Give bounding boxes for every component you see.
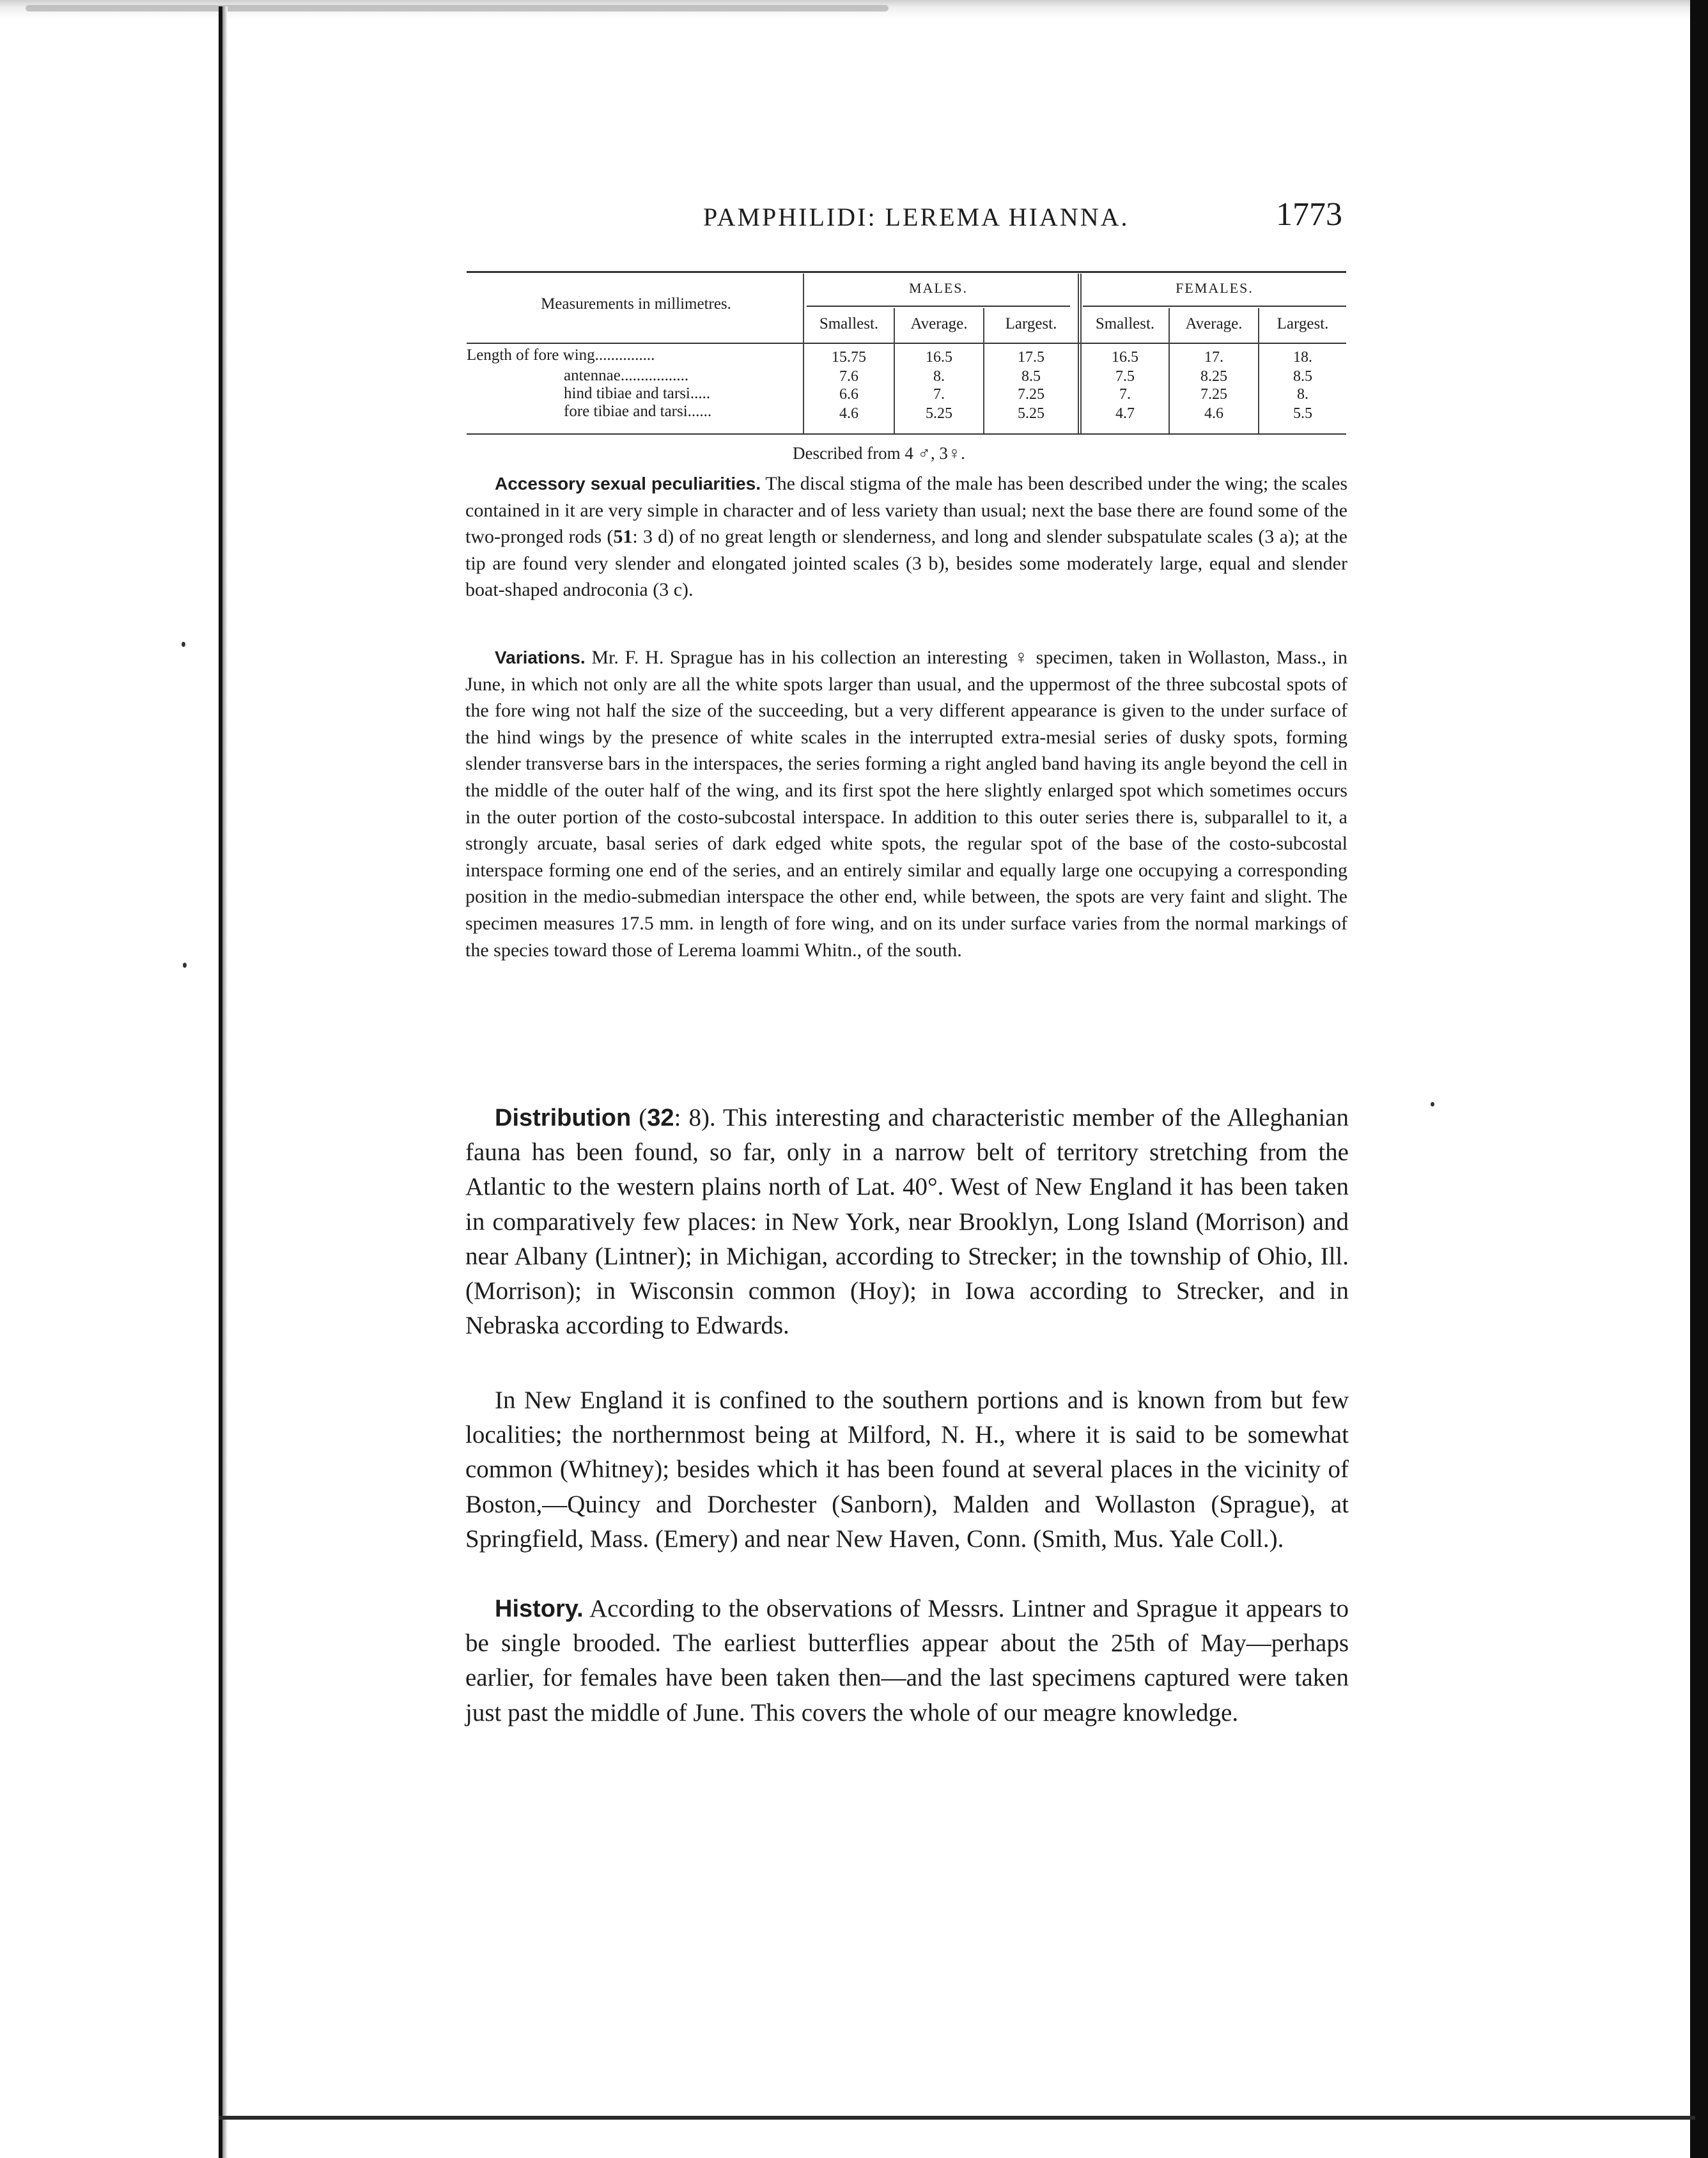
running-head: PAMPHILIDI: LEREMA HIANNA. [703,203,1130,231]
accessory-paragraph [465,470,1347,603]
table-divider [1078,274,1079,433]
dust-speck [183,963,187,968]
accessory-plate-ref: 51 [613,526,633,548]
table-corner-label: Measurements in millimetres. [541,295,731,313]
distribution-paragraph [465,1101,1349,1343]
table-cell: 5.25 [926,405,952,422]
table-row-label: Length of fore wing............... [467,346,655,364]
table-cell: 8. [933,368,945,385]
facing-page-edge [0,19,217,2158]
distribution-heading: Distribution [495,1105,632,1131]
table-cell: 6.6 [839,386,858,403]
variations-text: Mr. F. H. Sprague has in his collection an interesting ♀ specimen, taken in Wollaston, Mass., in June, in which not only are all the white spots larger than usual, and the uppermost of the three subcostal spots of the fore wing not half the size of the succeeding, but a very different appearance is given to the under surface of the hind wings by the presence of white scales in the interrupted extra-mesial series of dusky spots, forming slender transverse bars in the interspaces, the series forming a right angled band having its angle beyond the cell in the middle of the outer half of the wing, and its first spot the here slightly enlarged spot which sometimes occurs in the outer portion of the costo-subcostal interspace. In addition to this outer series there is, subparallel to it, a strongly arcuate, basal series of dark edged white spots, the regular spot of the base of the costo-subcostal interspace forming one end of the series, and an entirely similar and equally large one occupying a corresponding position in the medio-submedian interspace the other end, while between, the spots are very faint and slight. The specimen measures 17.5 mm. in length of fore wing, and on its under surface varies from the normal markings of the species toward those of Lerema loammi Whitn., of the south. [465,647,1347,961]
table-column-header: Largest. [1277,315,1329,332]
table-row-label: antennae................. [564,367,689,384]
table-column-header: Average. [1185,315,1243,332]
table-cell: 16.5 [926,349,952,366]
table-column-header: Average. [910,315,968,332]
table-group-males: MALES. [908,280,968,296]
table-row-label: hind tibiae and tarsi..... [564,385,711,402]
scan-right-border [1690,0,1708,2158]
history-paragraph [465,1592,1349,1730]
page-gutter-shadow [222,6,228,2158]
table-cell: 8.25 [1200,368,1227,385]
table-column-header: Smallest. [819,315,879,332]
table-cell: 4.7 [1115,405,1135,422]
table-cell: 4.6 [839,405,858,422]
distribution-ref-close: : 8). [674,1104,716,1131]
table-bottom-rule [467,433,1346,435]
table-cell: 8. [1297,386,1308,403]
table-cell: 8.5 [1021,368,1041,385]
scan-top-smudge [26,5,889,12]
table-column-header: Smallest. [1095,315,1155,332]
distribution-plate-ref: 32 [647,1105,674,1131]
new-england-paragraph: In New England it is confined to the southern portions and is known from but few localities; the northernmost being at Milford, N. H., where it is said to be somewhat common (Whitney); besides which it has been found at several places in the vicinity of Boston,—Quincy and Dorchester (Sanborn), Malden and Wollaston (Sprague), at Springfield, Mass. (Emery) and near New Haven, Conn. (Smith, Mus. Yale Coll.). [465,1386,1349,1553]
table-cell: 15.75 [832,349,866,366]
accessory-lead-text: The discal stigma of the male has been described under the wing; the scales contained in it are very simple in character and of less variety than usual; next the base there are found some of the two-pronged rods ( [465,473,1347,548]
table-caption: Described from 4 ♂, 3♀. [793,444,965,463]
table-cell: 17. [1204,349,1223,366]
history-heading: History. [495,1595,584,1622]
table-cell: 5.25 [1018,405,1044,422]
page-bottom-edge [219,2116,1695,2120]
table-cell: 5.5 [1293,405,1312,422]
table-top-rule [467,271,1346,273]
table-cell: 18. [1293,349,1312,366]
males-group-rule [807,306,1070,307]
females-group-rule [1083,306,1346,307]
table-header-rule [467,343,1346,344]
table-cell: 7.6 [839,368,858,385]
distribution-ref-open: ( [631,1104,648,1131]
variations-heading: Variations. [495,648,586,667]
table-cell: 7. [1119,386,1131,403]
table-cell: 4.6 [1204,405,1223,422]
distribution-text: This interesting and characteristic member of the Alleghanian fauna has been found, so far, only in a narrow belt of territory stretching from the Atlantic to the western plains north of Lat. 40°. West of New England it has been taken in comparatively few places: in New York, near Brooklyn, Long Island (Morrison) and near Albany (Lintner); in Michigan, according to Strecker; in the township of Ohio, Ill. (Morrison); in Wisconsin common (Hoy); in Iowa according to Strecker, and in Nebraska according to Edwards. [465,1104,1349,1340]
accessory-heading: Accessory sexual peculiarities. [495,474,761,493]
table-group-females: FEMALES. [1176,280,1254,296]
table-cell: 17.5 [1018,349,1044,366]
table-cell: 7. [933,386,945,403]
table-cell: 7.25 [1200,386,1227,403]
table-cell: 16.5 [1112,349,1138,366]
dust-speck [182,642,185,647]
table-cell: 7.5 [1115,368,1135,385]
page-number: 1773 [1276,196,1342,233]
accessory-tail-text: : 3 d) of no great length or slenderness, and long and slender subspatulate scales (3 a); at the tip are found very slender and elongated jointed scales (3 b), besides some moderately large, equal and slender boat-shaped androconia (3 c). [465,526,1347,601]
variations-paragraph [465,644,1347,963]
table-cell: 7.25 [1018,386,1044,403]
table-cell: 8.5 [1293,368,1312,385]
history-text: According to the observations of Messrs. Lintner and Sprague it appears to be single brooded. The earliest butterflies appear about the 25th of May—perhaps earlier, for females have been taken then—and the last specimens captured were taken just past the middle of June. This covers the whole of our meagre knowledge. [465,1595,1349,1727]
dust-speck [1431,1102,1434,1106]
table-row-label: fore tibiae and tarsi...... [564,403,712,420]
table-column-header: Largest. [1005,315,1057,332]
